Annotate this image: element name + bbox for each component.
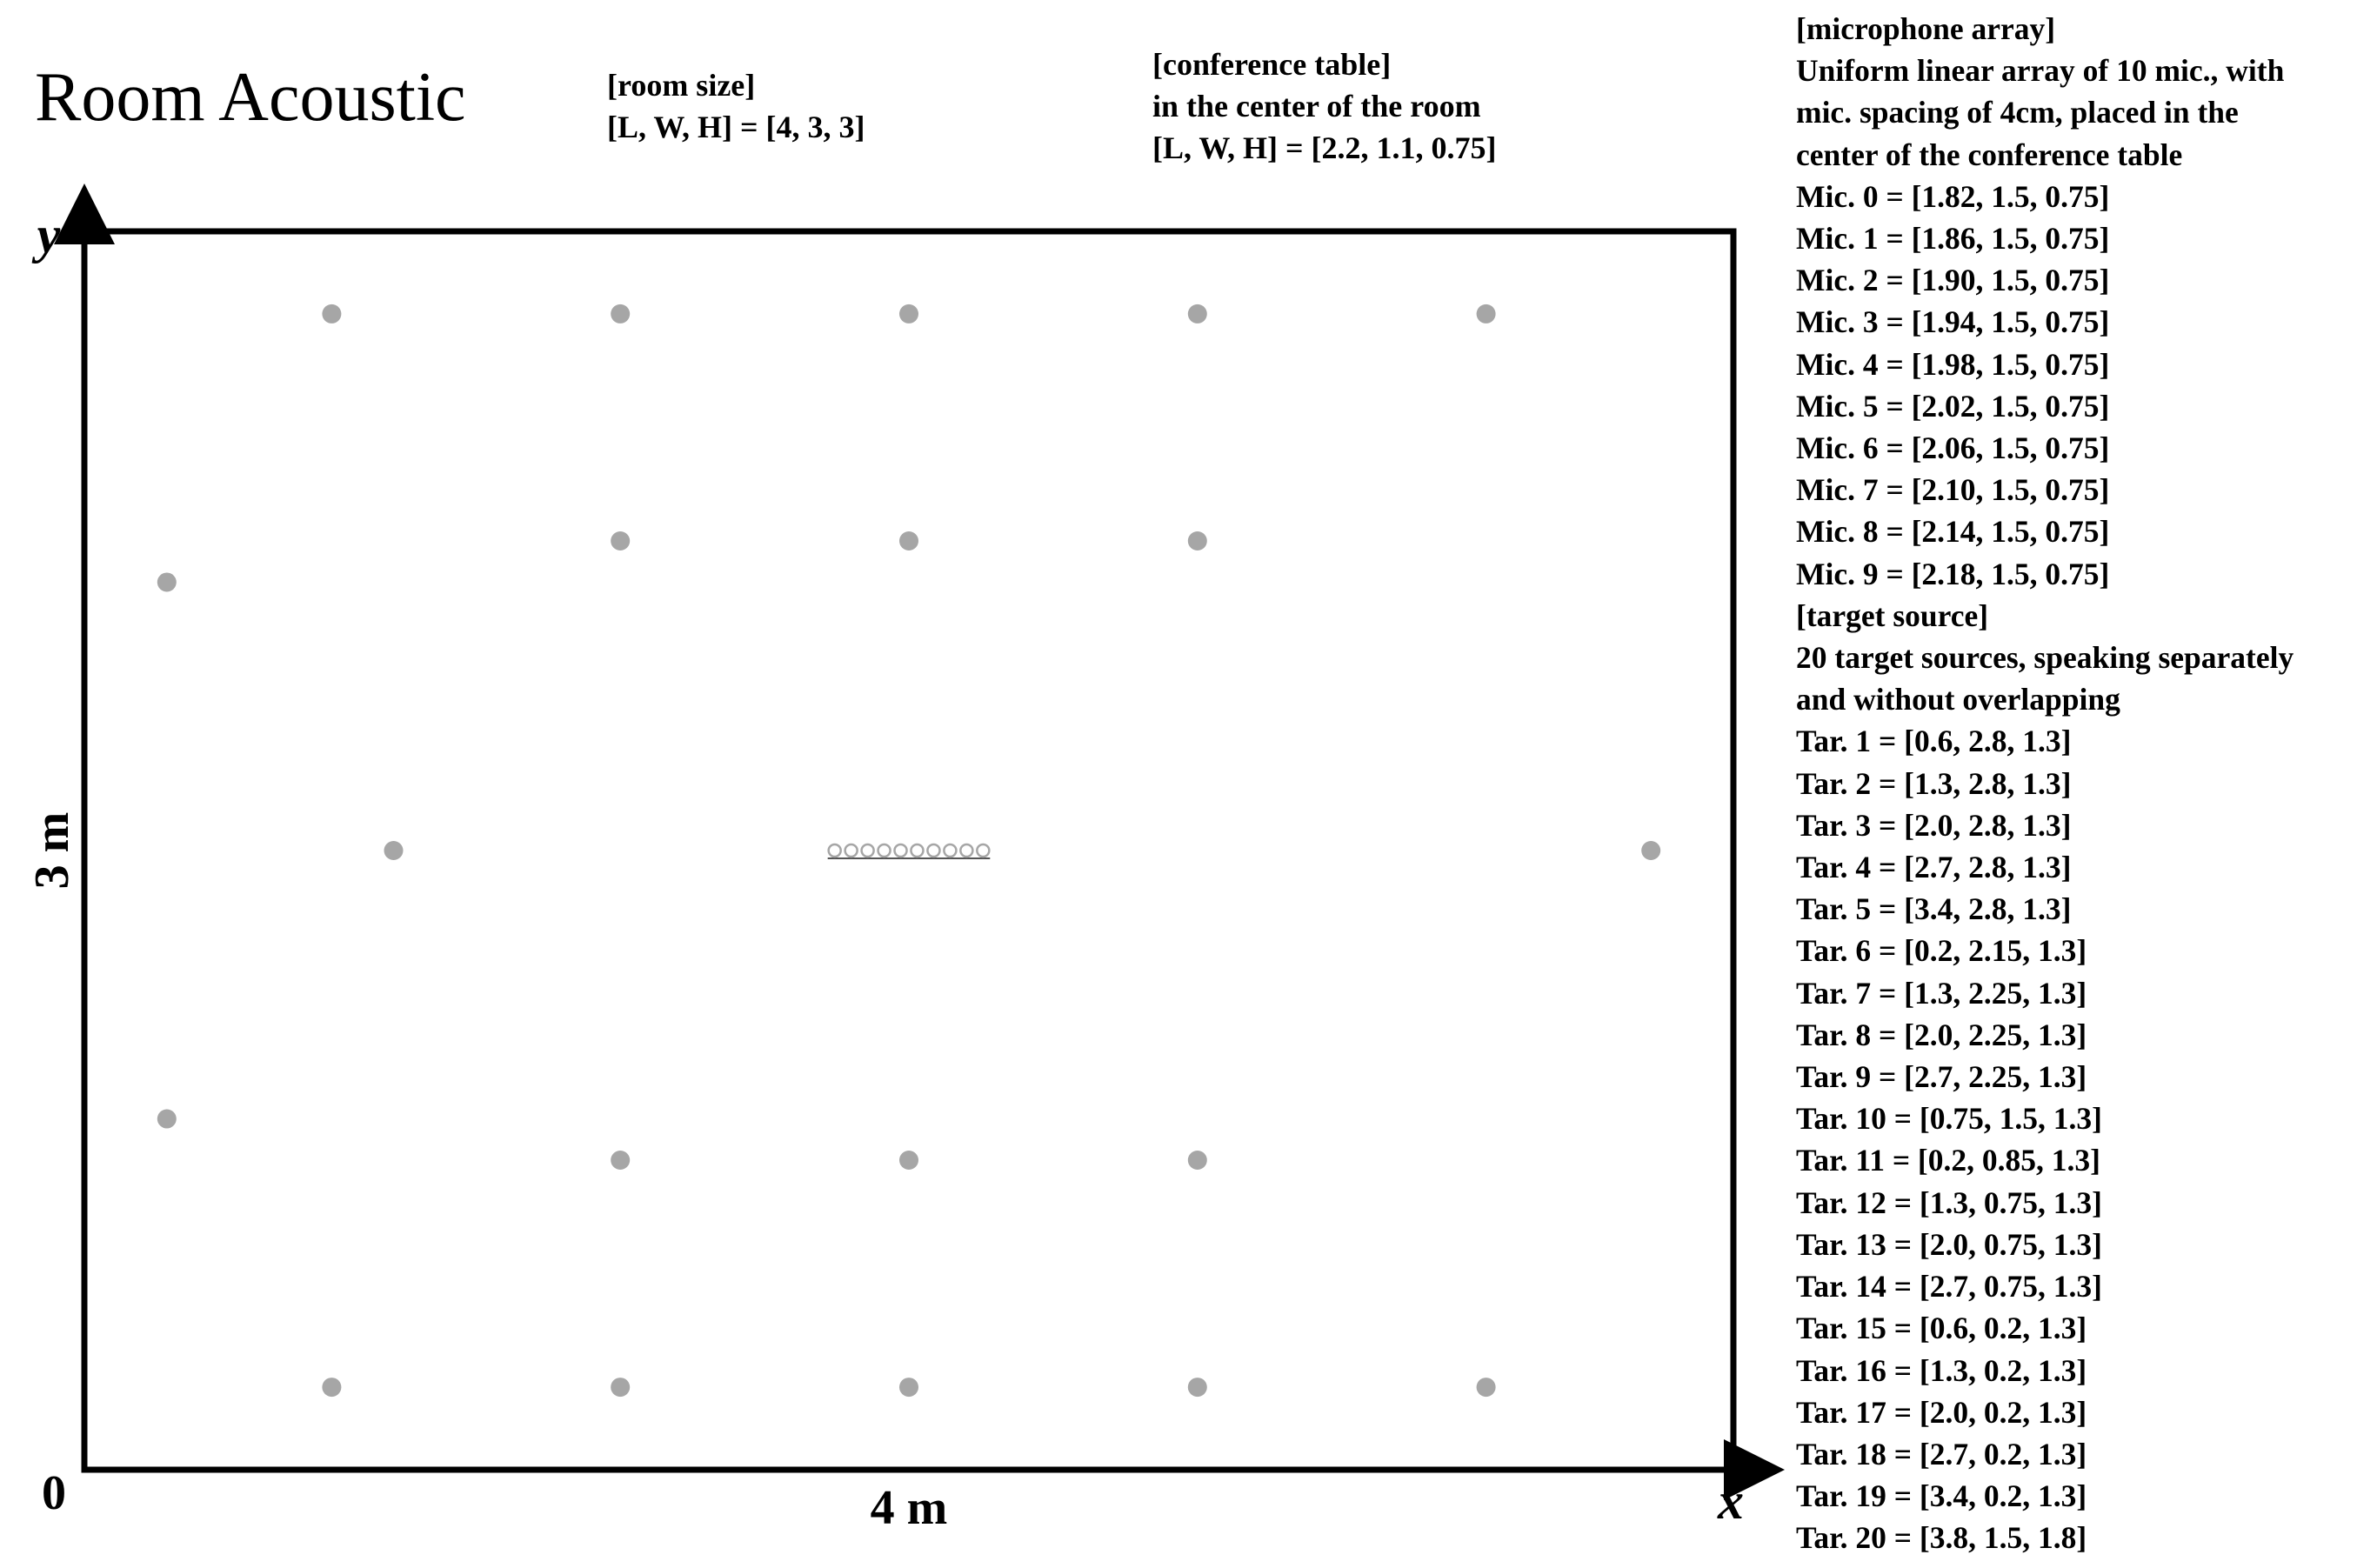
target-source-marker <box>1188 1151 1207 1170</box>
mic-entry: Mic. 0 = [1.82, 1.5, 0.75] <box>1796 178 2110 214</box>
mic-entry: Mic. 3 = [1.94, 1.5, 0.75] <box>1796 304 2110 340</box>
target-sources <box>157 304 1660 1397</box>
target-source-marker <box>1477 304 1496 324</box>
room-size-heading: [room size] <box>607 68 756 103</box>
target-entry: Tar. 2 = [1.3, 2.8, 1.3] <box>1796 765 2072 801</box>
target-source-marker <box>157 572 177 591</box>
target-source-marker <box>384 841 404 860</box>
target-source-marker <box>899 531 918 550</box>
mic-array-desc-line: Uniform linear array of 10 mic., with <box>1796 53 2285 89</box>
mic-array-desc-line: mic. spacing of 4cm, placed in the <box>1796 95 2239 130</box>
target-source-marker <box>899 1378 918 1397</box>
mic-entry: Mic. 6 = [2.06, 1.5, 0.75] <box>1796 430 2110 466</box>
room-size-dims: [L, W, H] = [4, 3, 3] <box>607 110 865 144</box>
microphone-marker <box>895 844 907 857</box>
mic-entry: Mic. 5 = [2.02, 1.5, 0.75] <box>1796 388 2110 424</box>
target-entry: Tar. 4 = [2.7, 2.8, 1.3] <box>1796 850 2072 885</box>
target-entry: Tar. 13 = [2.0, 0.75, 1.3] <box>1796 1226 2102 1262</box>
target-entry: Tar. 7 = [1.3, 2.25, 1.3] <box>1796 975 2087 1011</box>
target-source-marker <box>1188 1378 1207 1397</box>
target-source-marker <box>899 1151 918 1170</box>
target-source-marker <box>1641 841 1660 860</box>
room-outline <box>84 231 1733 1470</box>
table-dims: [L, W, H] = [2.2, 1.1, 0.75] <box>1152 130 1497 165</box>
target-entry: Tar. 9 = [2.7, 2.25, 1.3] <box>1796 1059 2087 1095</box>
target-entry: Tar. 10 = [0.75, 1.5, 1.3] <box>1796 1101 2102 1137</box>
target-source-marker <box>899 304 918 324</box>
target-desc-line: and without overlapping <box>1796 682 2120 717</box>
mic-entry: Mic. 8 = [2.14, 1.5, 0.75] <box>1796 514 2110 550</box>
mic-entry: Mic. 2 = [1.90, 1.5, 0.75] <box>1796 263 2110 298</box>
microphone-marker <box>977 844 989 857</box>
target-heading: [target source] <box>1796 597 1989 633</box>
target-source-marker <box>1188 304 1207 324</box>
page-title: Room Acoustic <box>35 59 466 136</box>
y-axis-label: y <box>37 206 61 264</box>
target-entry: Tar. 15 = [0.6, 0.2, 1.3] <box>1796 1311 2087 1346</box>
microphone-array <box>828 844 991 858</box>
target-entry: Tar. 16 = [1.3, 0.2, 1.3] <box>1796 1352 2087 1388</box>
microphone-marker <box>845 844 858 857</box>
microphone-marker <box>927 844 939 857</box>
target-source-marker <box>322 304 341 324</box>
mic-entry: Mic. 4 = [1.98, 1.5, 0.75] <box>1796 346 2110 382</box>
target-entry: Tar. 12 = [1.3, 0.75, 1.3] <box>1796 1184 2102 1220</box>
mic-array-heading: [microphone array] <box>1796 11 2056 46</box>
target-desc-line: 20 target sources, speaking separately <box>1796 640 2294 676</box>
target-entry: Tar. 20 = [3.8, 1.5, 1.8] <box>1796 1520 2087 1556</box>
origin-label: 0 <box>42 1466 66 1520</box>
room-width-label: 3 m <box>25 811 79 890</box>
target-source-marker <box>157 1110 177 1129</box>
microphone-marker <box>960 844 972 857</box>
target-entry: Tar. 14 = [2.7, 0.75, 1.3] <box>1796 1269 2102 1304</box>
target-entry: Tar. 19 = [3.4, 0.2, 1.3] <box>1796 1478 2087 1514</box>
microphone-marker <box>944 844 956 857</box>
target-source-marker <box>611 1151 630 1170</box>
target-source-marker <box>611 304 630 324</box>
table-position: in the center of the room <box>1152 89 1481 123</box>
microphone-marker <box>911 844 923 857</box>
target-source-marker <box>1477 1378 1496 1397</box>
target-entry: Tar. 6 = [0.2, 2.15, 1.3] <box>1796 933 2087 969</box>
mic-entry: Mic. 9 = [2.18, 1.5, 0.75] <box>1796 556 2110 591</box>
target-entry: Tar. 17 = [2.0, 0.2, 1.3] <box>1796 1394 2087 1430</box>
target-entry: Tar. 3 = [2.0, 2.8, 1.3] <box>1796 807 2072 843</box>
microphone-marker <box>878 844 891 857</box>
target-entry: Tar. 1 = [0.6, 2.8, 1.3] <box>1796 724 2072 759</box>
table-heading: [conference table] <box>1152 47 1392 82</box>
target-source-marker <box>611 531 630 550</box>
microphone-marker <box>862 844 874 857</box>
mic-entry: Mic. 7 = [2.10, 1.5, 0.75] <box>1796 472 2110 508</box>
target-entry: Tar. 18 = [2.7, 0.2, 1.3] <box>1796 1436 2087 1471</box>
x-axis-label: x <box>1718 1472 1744 1530</box>
target-source-marker <box>1188 531 1207 550</box>
target-entry: Tar. 11 = [0.2, 0.85, 1.3] <box>1796 1143 2100 1178</box>
room-length-label: 4 m <box>870 1481 948 1535</box>
mic-array-desc-line: center of the conference table <box>1796 137 2183 172</box>
target-source-marker <box>611 1378 630 1397</box>
target-source-marker <box>322 1378 341 1397</box>
target-entry: Tar. 8 = [2.0, 2.25, 1.3] <box>1796 1017 2087 1052</box>
microphone-marker <box>829 844 841 857</box>
target-entry: Tar. 5 = [3.4, 2.8, 1.3] <box>1796 891 2072 927</box>
mic-entry: Mic. 1 = [1.86, 1.5, 0.75] <box>1796 221 2110 257</box>
